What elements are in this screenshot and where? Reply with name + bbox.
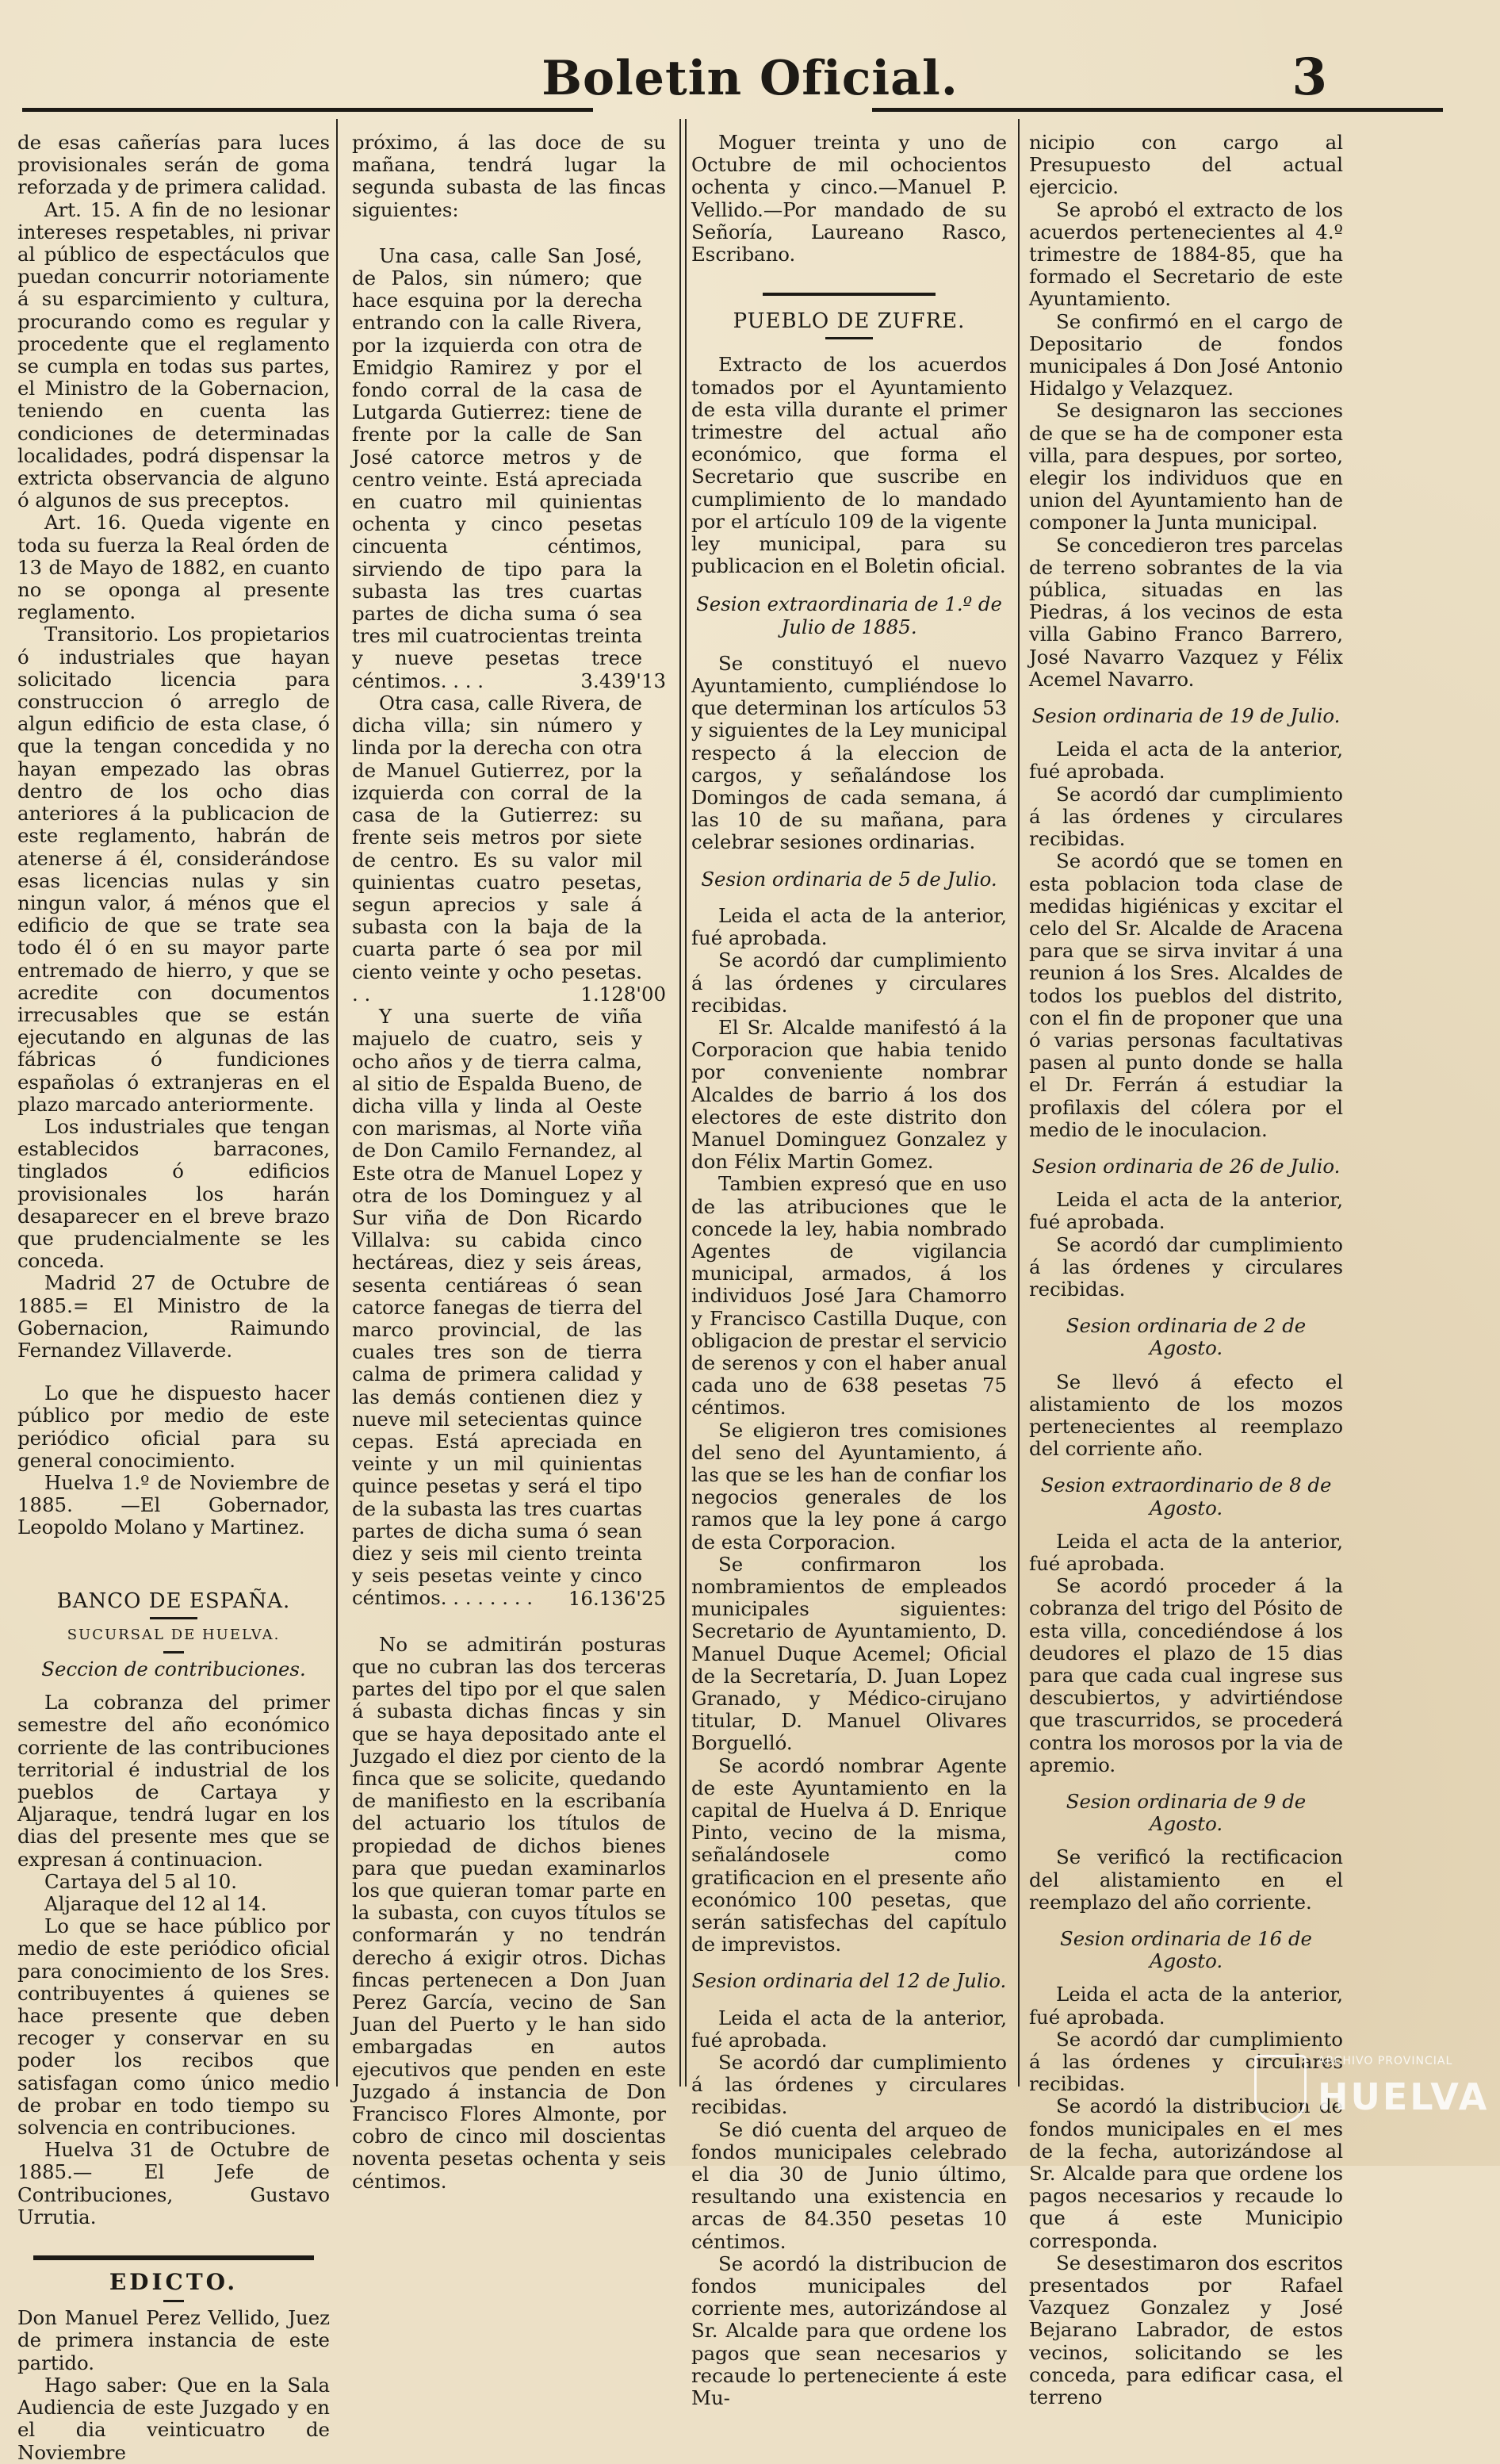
col2-paragraph: No se admitirán posturas que no cubran las dos terceras partes del tipo por el que salen á subasta dichas fincas y sin que se haya depositado ante el Juzgado el diez por ciento de la finca que se solicite, quedando de manifiesto en la escribanía del actuario los títulos de propiedad de dichos bienes para que puedan examinarlos los que quieran tomar parte en la subasta, con cuyos títulos se conformarán y no tendrán derecho á exigir otros. Dichas fincas pertenecen a Don Juan Perez García, vecino de San Juan del Puerto y le han sido embargadas en autos ejecutivos que penden en este Juzgado á instancia de Don Francisco Flores Almonte, por cobro de cinco mil doscientas noventa pesetas ochenta y seis céntimos. bbox=[352, 1632, 666, 2193]
col1-paragraph: Huelva 1.º de Noviembre de 1885. —El Gobernador, Leopoldo Molano y Martinez. bbox=[17, 1470, 330, 1539]
col4-paragraph: Leida el acta de la anterior, fué aprobada. bbox=[1029, 1529, 1343, 1575]
col3-paragraph: Se eligieron tres comisiones del seno del Ayuntamiento, á las que se les han de confiar los negocios generales de los ramos que la ley pone á cargo de esta Corporacion. bbox=[691, 1418, 1007, 1554]
edicto-paragraph: Hago saber: Que en la Sala Audiencia de este Juzgado y en el dia veinticuatro de Noviembre bbox=[17, 2373, 330, 2464]
banco-paragraph: Cartaya del 5 al 10. bbox=[44, 1869, 238, 1893]
masthead-title: Boletin Oficial. bbox=[541, 51, 959, 106]
finca-2: Otra casa, calle Rivera, de dicha villa; sin número y linda por la derecha con otra de Manuel Gutierrez, por la izquierda con corral de la casa de la Gutierrez: su frente seis metros por siete de centro. Es su valor mil quinientas cuatro pesetas, segun aprecios y sale á subasta con la baja de la cuarta parte ó sea por mil ciento veinte y ocho pesetas. . . bbox=[352, 692, 642, 1006]
col1-paragraph: Art. 15. A fin de no lesionar intereses respetables, ni privar al público de espectáculos que puedan concurrir notoriamente á su esparcimiento y cultura, procurando como es regular y procedente que el reglamento se cumpla en todas sus partes, el Ministro de la Gobernacion, teniendo en cuenta las condiciones de determinadas localidades, podrá dispensar la extricta observancia de alguno ó algunos de sus preceptos. bbox=[17, 197, 330, 512]
finca-3: Y una suerte de viña majuelo de cuatro, seis y ocho años y de tierra calma, al sitio de Espalda Bueno, de dicha villa y linda al Oeste con marismas, al Norte viña de Don Camilo Fernandez, al Este otra de Manuel Lopez y otra de los Dominguez y al Sur viña de Don Ricardo Villalva: su cabida cinco hectáreas, diez y seis áreas, sesenta centiáreas ó sean catorce fanegas de tierra del marco provincial, de las cuales tres son de tierra calma de primera calidad y las demás contienen diez y nueve mil setecientas quince cepas. Está apreciada en veinte y un mil quinientas quince pesetas y será el tipo de la subasta las tres cuartas partes de dicha suma ó sean diez y seis mil ciento treinta y seis pesetas veinte y cinco céntimos. . . . . . . . bbox=[352, 1005, 642, 1610]
col4-paragraph: Se acordó que se tomen en esta poblacion toda clase de medidas higiénicas y excitar el celo del Sr. Alcalde de Aracena para que se sirva invitar á una reunion á los Sres. Alcaldes de todos los pueblos del distrito, con el fin de proponer que una ó varias personas facultativas pasen al punto donde se halla el Dr. Ferrán á estudiar la profilaxis del cólera por el medio de le inoculacion. bbox=[1029, 849, 1343, 1141]
col3-paragraph: Se acordó dar cumplimiento á las órdenes y circulares recibidas. bbox=[691, 2051, 1007, 2119]
column-1 bbox=[17, 131, 330, 2464]
col3-paragraph: Leida el acta de la anterior, fué aprobada. bbox=[691, 903, 1007, 950]
session-heading: Sesion ordinaria de 19 de Julio. bbox=[1031, 704, 1341, 728]
finca-3-amount: 16.136'25 bbox=[568, 1586, 666, 1610]
col4-paragraph: Se acordó dar cumplimiento á las órdenes y circulares recibidas. bbox=[1029, 2027, 1343, 2096]
col1-paragraph: de esas cañerías para luces provisionales serán de goma reforzada y de primera calidad. bbox=[17, 131, 330, 199]
pueblo-rule bbox=[763, 293, 936, 296]
column-4 bbox=[1029, 131, 1343, 2409]
session-heading: Sesion extraordinaria de 1.º de Julio de 1885. bbox=[696, 592, 1002, 638]
col3-paragraph: El Sr. Alcalde manifestó á la Corporacion que habia tenido por conveniente nombrar Alcaldes de barrio á los dos electores de este distrito don Manuel Dominguez Gonzalez y don Félix Martin Gomez. bbox=[691, 1015, 1007, 1174]
watermark-line2: HUELVA bbox=[1318, 2075, 1490, 2118]
col4-paragraph: Se concedieron tres parcelas de terreno sobrantes de la via pública, situadas en las Piedras, á los vecinos de esta villa Gabino Franco Barrero, José Navarro Vazquez y Félix Acemel Navarro. bbox=[1029, 533, 1343, 691]
masthead-rule-right bbox=[872, 108, 1443, 112]
banco-paragraph: La cobranza del primer semestre del año económico corriente de las contribuciones territorial é industrial de los pueblos de Cartaya y Aljaraque, tendrá lugar en los dias del presente mes que se expresan á continuacion. bbox=[17, 1691, 330, 1871]
col4-paragraph: Leida el acta de la anterior, fué aprobada. bbox=[1029, 1188, 1343, 1234]
page-number: 3 bbox=[1291, 48, 1327, 107]
col2-paragraph: próximo, á las doce de su mañana, tendrá lugar la segunda subasta de las fincas siguientes: bbox=[352, 131, 666, 221]
edicto-paragraph: Don Manuel Perez Vellido, Juez de primera instancia de este partido. bbox=[17, 2306, 330, 2374]
col1-paragraph: Madrid 27 de Octubre de 1885.= El Ministro de la Gobernacion, Raimundo Fernandez Villaverde. bbox=[17, 1271, 330, 1362]
session-heading: Sesion extraordinario de 8 de Agosto. bbox=[1040, 1473, 1332, 1519]
banco-rule bbox=[150, 1617, 197, 1619]
col3-paragraph: Moguer treinta y uno de Octubre de mil ochocientos ochenta y cinco.—Manuel P. Vellido.—Por mandado de su Señoría, Laureano Rasco, Escribano. bbox=[691, 131, 1007, 266]
edicto-title: EDICTO. bbox=[109, 2269, 239, 2296]
edicto-rule-small bbox=[163, 2300, 184, 2302]
col3-paragraph: Leida el acta de la anterior, fué aprobada. bbox=[691, 2006, 1007, 2052]
masthead-rule-left bbox=[22, 108, 593, 112]
column-divider-2 bbox=[679, 119, 687, 2087]
col3-paragraph: Se acordó nombrar Agente de este Ayuntamiento en la capital de Huelva á D. Enrique Pinto, vecino de la misma, señalándosele como gratificacion en el presente año económico 100 pesetas, que serán satisfechas del capítulo de imprevistos. bbox=[691, 1753, 1007, 1956]
session-heading: Sesion ordinaria de 2 de Agosto. bbox=[1066, 1314, 1307, 1360]
col4-paragraph: Se acordó proceder á la cobranza del trigo del Pósito de esta villa, concediéndose á los deudores el plazo de 15 dias para que cada cual ingrese sus descubiertos, y advirtiéndose que trascurridos, se procederá contra los morosos por la via de apremio. bbox=[1029, 1574, 1343, 1776]
col4-paragraph: Se verificó la rectificacion del alistamiento en el reemplazo del año corriente. bbox=[1029, 1845, 1343, 1914]
session-heading: Sesion ordinaria de 9 de Agosto. bbox=[1066, 1790, 1307, 1836]
column-3 bbox=[691, 131, 1007, 2410]
banco-paragraph: Lo que se hace público por medio de este periódico oficial para conocimiento de los Sres. contribuyentes á quienes se hace presente que deben recoger y conservar en su poder los recibos que satisfagan como único medio de probar en todo tiempo su solvencia en contribuciones. bbox=[17, 1914, 330, 2140]
pueblo-rule-small bbox=[825, 337, 873, 339]
archive-watermark bbox=[1254, 2047, 1490, 2134]
col3-paragraph: Extracto de los acuerdos tomados por el Ayuntamiento de esta villa durante el primer trimestre del actual año económico, que forma el Secretario que suscribe en cumplimiento de lo mandado por el artículo 109 de la vigente ley municipal, para su publicacion en el Boletin oficial. bbox=[691, 353, 1007, 578]
col1-paragraph: Art. 16. Queda vigente en toda su fuerza la Real órden de 13 de Mayo de 1882, en cuanto no se oponga al presente reglamento. bbox=[17, 511, 330, 624]
session-heading: Sesion ordinaria del 12 de Julio. bbox=[691, 1969, 1007, 1993]
col4-paragraph: Se acordó dar cumplimiento á las órdenes y circulares recibidas. bbox=[1029, 1232, 1343, 1301]
banco-rule-small bbox=[163, 1651, 184, 1654]
col1-paragraph: Los industriales que tengan establecidos barracones, tinglados ó edificios provisionales los harán desaparecer en el breve brazo que prudencialmente se les conceda. bbox=[17, 1114, 330, 1273]
col4-paragraph: Se acordó la distribucion de fondos municipales en el mes de la fecha, autorizándose al Sr. Alcalde para que ordene los pagos necesarios y recaude lo que á este Municipio corresponda. bbox=[1029, 2094, 1343, 2252]
session-heading: Sesion ordinaria de 16 de Agosto. bbox=[1059, 1927, 1312, 1973]
finca-1: Una casa, calle San José, de Palos, sin número; que hace esquina por la derecha entrando con la calle Rivera, por la izquierda con otra de Emidgio Ramirez y por el fondo corral de la casa de Lutgarda Gutierrez: tiene de frente por la calle de San José catorce metros y de centro veinte. Está apreciada en cuatro mil quinientas ochenta y cinco pesetas cincuenta céntimos, sirviendo de tipo para la subasta las tres cuartas partes de dicha suma ó sea tres mil cuatrocientas treinta y nueve pesetas trece céntimos. . . . bbox=[352, 243, 642, 692]
banco-section: Seccion de contribuciones. bbox=[41, 1657, 306, 1680]
col4-paragraph: Se desestimaron dos escritos presentados por Rafael Vazquez Gonzalez y José Bejarano Labrador, de estos vecinos, solicitando se les conceda, para edificar casa, el terreno bbox=[1029, 2251, 1343, 2409]
banco-title: BANCO DE ESPAÑA. bbox=[56, 1588, 291, 1613]
finca-2-amount: 1.128'00 bbox=[580, 982, 666, 1006]
session-heading: Sesion ordinaria de 5 de Julio. bbox=[701, 867, 997, 891]
banco-paragraph: Aljaraque del 12 al 14. bbox=[44, 1892, 267, 1916]
col1-paragraph: Transitorio. Los propietarios ó industriales que hayan solicitado licencia para construccion ó arreglo de algun edificio de esta clase, ó que la tengan concedida y no hayan empezado las obras dentro de los ocho dias anteriores á la publicacion de este reglamento, habrán de atenerse á él, considerándose esas licencias nulas y sin ningun valor, á ménos que el edificio de que se trate sea todo él ó en su mayor parte entremado de hierro, y que se acredite con documentos irrecusables que se están ejecutando en algunas de las fábricas ó fundiciones españolas ó extranjeras en el plazo marcado anteriormente. bbox=[17, 623, 330, 1116]
column-2 bbox=[352, 131, 666, 2193]
column-divider-1 bbox=[336, 119, 338, 2087]
col3-paragraph: Se acordó la distribucion de fondos municipales del corriente mes, autorizándose al Sr. Alcalde para que ordene los pagos que sean necesarios y recaude lo perteneciente á este Mu- bbox=[691, 2251, 1007, 2410]
col4-paragraph: Leida el acta de la anterior, fué aprobada. bbox=[1029, 1983, 1343, 2029]
col3-paragraph: Se confirmaron los nombramientos de empleados municipales siguientes: Secretario de Ayuntamiento, D. Manuel Duque Acemel; Oficial de la Secretaría, D. Juan Lopez Granado, y Médico-cirujano titular, D. Manuel Olivares Borguelló. bbox=[691, 1552, 1007, 1755]
col4-paragraph: nicipio con cargo al Presupuesto del actual ejercicio. bbox=[1029, 131, 1343, 199]
session-heading: Sesion ordinaria de 26 de Julio. bbox=[1031, 1154, 1341, 1178]
shield-icon bbox=[1254, 2055, 1307, 2123]
col4-paragraph: Se confirmó en el cargo de Depositario de fondos municipales á Don José Antonio Hidalgo y Velazquez. bbox=[1029, 309, 1343, 400]
col1-paragraph: Lo que he dispuesto hacer público por medio de este periódico oficial para su general conocimiento. bbox=[17, 1381, 330, 1472]
col3-paragraph: Se dió cuenta del arqueo de fondos municipales celebrado el dia 30 de Junio último, resultando una existencia en arcas de 84.350 pesetas 10 céntimos. bbox=[691, 2117, 1007, 2253]
col3-paragraph: Tambien expresó que en uso de las atribuciones que le concede la ley, habia nombrado Agentes de vigilancia municipal, armados, á los individuos José Jara Chamorro y Francisco Castilla Duque, con obligacion de prestar el servicio de serenos y con el haber anual cada uno de 638 pesetas 75 céntimos. bbox=[691, 1172, 1007, 1420]
col4-paragraph: Leida el acta de la anterior, fué aprobada. bbox=[1029, 738, 1343, 784]
pueblo-title: PUEBLO DE ZUFRE. bbox=[733, 309, 966, 334]
watermark-line1: ARCHIVO PROVINCIAL bbox=[1318, 2055, 1453, 2067]
col4-paragraph: Se llevó á efecto el alistamiento de los mozos pertenecientes al reemplazo del corriente año. bbox=[1029, 1370, 1343, 1461]
col4-paragraph: Se aprobó el extracto de los acuerdos pertenecientes al 4.º trimestre de 1884-85, que ha formado el Secretario de este Ayuntamiento. bbox=[1029, 197, 1343, 311]
column-divider-3 bbox=[1018, 119, 1020, 2087]
banco-subtitle: SUCURSAL DE HUELVA. bbox=[67, 1626, 281, 1643]
col3-paragraph: Se acordó dar cumplimiento á las órdenes y circulares recibidas. bbox=[691, 948, 1007, 1017]
col4-paragraph: Se designaron las secciones de que se ha de componer esta villa, para despues, por sorteo, elegir los individuos que en union del Ayuntamiento han de componer la Junta municipal. bbox=[1029, 399, 1343, 535]
finca-1-amount: 3.439'13 bbox=[580, 669, 666, 692]
banco-paragraph: Huelva 31 de Octubre de 1885.— El Jefe de Contribuciones, Gustavo Urrutia. bbox=[17, 2138, 330, 2228]
col4-paragraph: Se acordó dar cumplimiento á las órdenes y circulares recibidas. bbox=[1029, 782, 1343, 851]
col3-paragraph: Se constituyó el nuevo Ayuntamiento, cumpliéndose lo que determinan los artículos 53 y siguientes de la Ley municipal respecto á la eleccion de cargos, y señalándose los Domingos de cada semana, á las 10 de su mañana, para celebrar sesiones ordinarias. bbox=[691, 651, 1007, 854]
edicto-rule bbox=[33, 2255, 314, 2260]
